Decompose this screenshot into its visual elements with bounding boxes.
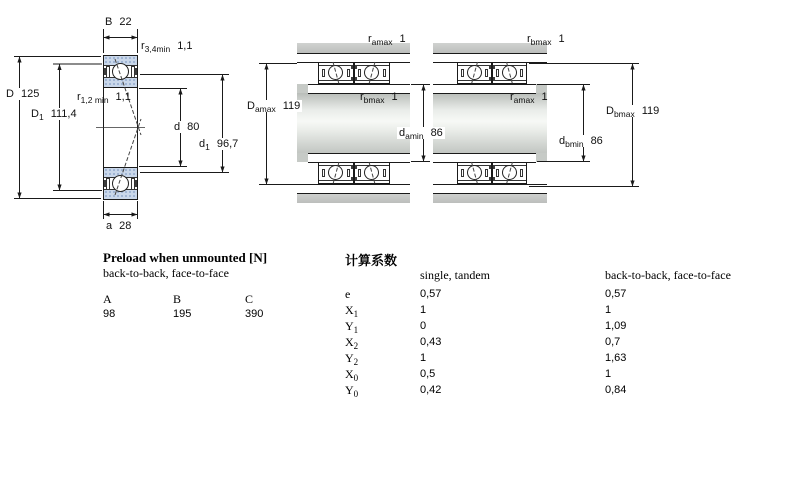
dim-label-a: a 28 [106,220,132,232]
preload-val-c: 390 [245,308,264,320]
preload-val-b: 195 [173,308,192,320]
dim-label-r34: $r_{3,4min}$ 1,1 [141,40,193,54]
preload-col-c: C [245,292,254,306]
bearing-datasheet-page: B 22 $r_{3,4min}$ 1,1 D 125 $D_1$ 111,4 $r_{1,2 min}$ 1,1 d 80 $d_1$ 96,7 a 28 $r_{amax}$ 1 $D_{amax}$ 119 $r_{bmax}$ 1 $d_{amin}$ 86 $r_{bmax}$ 1 $r_{amax}$ 1 $d_{bmin}$ 86 $D_{bmax}$ 119 Preload when unmounted [N] back-to-back, face-to-face A B C 98 195 390 计算系数 single, tandem back-to-back, face-to-face e 0,57 0,57 $X_1$ 1 1 $Y_1$ 0 1,09 $X_2$ 0,43 0,7 $Y_2$ 1 1,63 $X_0$ 0,5 1 $Y_0$ 0,42 0,84 [0,0,800,500]
dim-label-d1: $d_1$ 96,7 [199,138,239,152]
preload-title: Preload when unmounted [N] [103,250,268,265]
dim-label-r12: $r_{1,2 min}$ 1,1 [77,91,131,105]
factors-col2-header: back-to-back, face-to-face [605,268,731,282]
preload-val-a: 98 [103,308,116,320]
dim-label-ramax-mid: $r_{amax}$ 1 [368,33,406,47]
dim-label-dbmin: $d_{bmin}$ 86 [559,135,603,149]
preload-subtitle: back-to-back, face-to-face [103,266,229,280]
dim-label-rbmax-mid: $r_{bmax}$ 1 [360,91,398,105]
dim-label-Damax: $D_{amax}$ 119 [247,100,301,114]
dim-label-Dbmax: $D_{bmax}$ 119 [606,105,660,119]
dim-label-rbmax-right: $r_{bmax}$ 1 [527,33,565,47]
dim-label-d: d 80 [174,121,200,133]
factors-title: 计算系数 [345,253,398,268]
factors-col1-header: single, tandem [420,268,490,282]
preload-col-a: A [103,292,112,306]
dim-label-ramax-right: $r_{amax}$ 1 [510,91,548,105]
dim-label-D1: $D_1$ 111,4 [31,108,77,122]
dim-label-B: B 22 [105,16,132,28]
dim-label-damin: $d_{amin}$ 86 [399,127,443,141]
dim-label-D: D 125 [6,88,40,100]
preload-col-b: B [173,292,182,306]
